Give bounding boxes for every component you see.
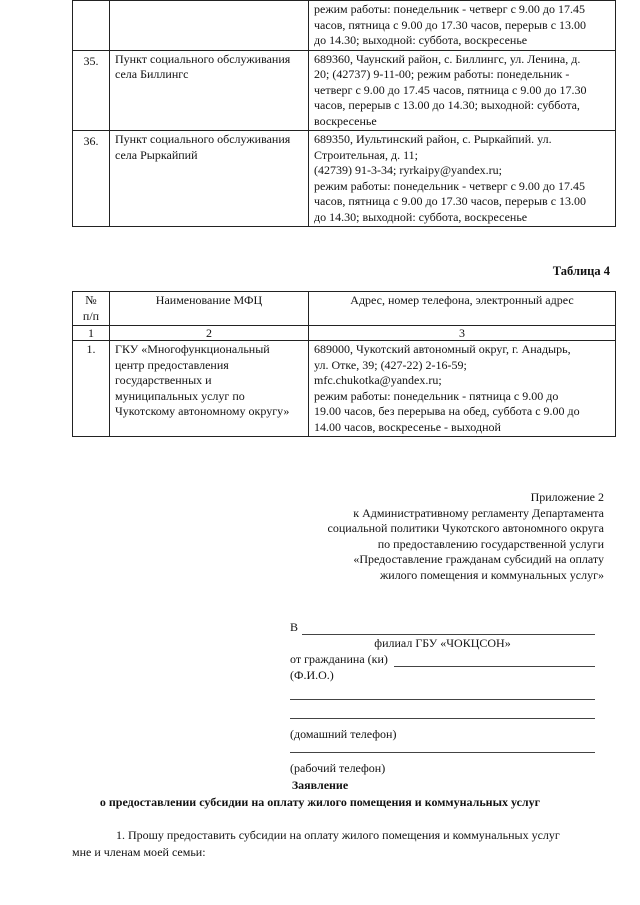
statement-title: Заявление xyxy=(291,778,349,792)
work-phone-label: (рабочий телефон) xyxy=(290,761,386,775)
row-address: 689000, Чукотский автономный округ, г. Анадырь, ул. Отке, 39; (427-22) 2-16-59; mfc.chukotka@yandex.ru; режим работы: понедельник - пятница с 9.00 до 19.00 часов, без перерыва на обед, суббота с 9.00 до 14.00 часов, воскресенье - выходной xyxy=(309,341,616,437)
appendix-block: Приложение 2 к Административному регламенту Департамента социальной политики Чукотского автономного округа по предоставлению государственной услуги «Предоставление гражданам субсидий на оплату жилого помещения и коммунальных услуг» xyxy=(327,490,604,582)
citizen-line[interactable] xyxy=(394,654,595,667)
row-name: Пункт социального обслуживания села Биллингс xyxy=(110,50,309,131)
index-cell: 3 xyxy=(309,326,616,341)
row-number: 1. xyxy=(73,341,110,437)
header-name: Наименование МФЦ xyxy=(110,292,309,326)
form-header xyxy=(290,620,595,776)
branch-name: филиал ГБУ «ЧОКЦСОН» xyxy=(374,636,511,650)
row-name: ГКУ «Многофункциональный центр предоставления государственных и муниципальных услуг по Чукотскому автономному округу» xyxy=(110,341,309,437)
row-address: 689360, Чаунский район, с. Биллингс, ул. Ленина, д. 20; (42737) 9-11-00; режим работы: понедельник - четверг с 9.00 до 17.45 часов, пятница с 9.00 до 17.30 часов, перерыв с 13.00 до 14.30; выходной: суббота, воскресенье xyxy=(309,50,616,131)
table-row xyxy=(73,131,616,227)
work-phone-line[interactable] xyxy=(290,742,595,753)
statement-body-line1: 1. Прошу предоставить субсидии на оплату жилого помещения и коммунальных услуг xyxy=(116,828,560,842)
recipient-line[interactable] xyxy=(302,622,595,635)
fio-label: (Ф.И.О.) xyxy=(290,668,334,682)
table-row xyxy=(73,50,616,131)
row-number: 35. xyxy=(73,50,110,131)
table-row xyxy=(73,1,616,51)
row-address: 689350, Иультинский район, с. Рыркайпий. ул. Строительная, д. 11; (42739) 91-3-34; ryrkaipy@yandex.ru; режим работы: понедельник - четверг с 9.00 до 17.45 часов, пятница с 9.00 до 17.30 часов, перерыв с 13.00 до 14.30; выходной: суббота, воскресенье xyxy=(309,131,616,227)
statement-body-line2: мне и членам моей семьи: xyxy=(72,845,206,859)
table-row xyxy=(73,341,616,437)
index-cell: 1 xyxy=(73,326,110,341)
from-citizen-label: от гражданина (ки) xyxy=(290,652,388,666)
row-address: режим работы: понедельник - четверг с 9.00 до 17.45 часов, пятница с 9.00 до 17.30 часов, перерыв с 13.00 до 14.30; выходной: суббота, воскресенье xyxy=(309,1,616,51)
fio-line-1[interactable] xyxy=(290,683,595,700)
table-caption: Таблица 4 xyxy=(552,264,610,278)
row-number xyxy=(73,1,110,51)
header-address: Адрес, номер телефона, электронный адрес xyxy=(309,292,616,326)
home-phone-label: (домашний телефон) xyxy=(290,727,397,741)
row-number: 36. xyxy=(73,131,110,227)
fio-line-2[interactable] xyxy=(290,704,595,719)
mfc-table xyxy=(72,291,616,437)
row-name: Пункт социального обслуживания села Рыркайпий xyxy=(110,131,309,227)
services-table-continued xyxy=(72,0,616,227)
to-label: В xyxy=(290,620,299,634)
row-name xyxy=(110,1,309,51)
table-header-row xyxy=(73,292,616,326)
header-number: № п/п xyxy=(73,292,110,326)
table-index-row xyxy=(73,326,616,341)
index-cell: 2 xyxy=(110,326,309,341)
statement-subtitle: о предоставлении субсидии на оплату жилого помещения и коммунальных услуг xyxy=(99,795,541,809)
